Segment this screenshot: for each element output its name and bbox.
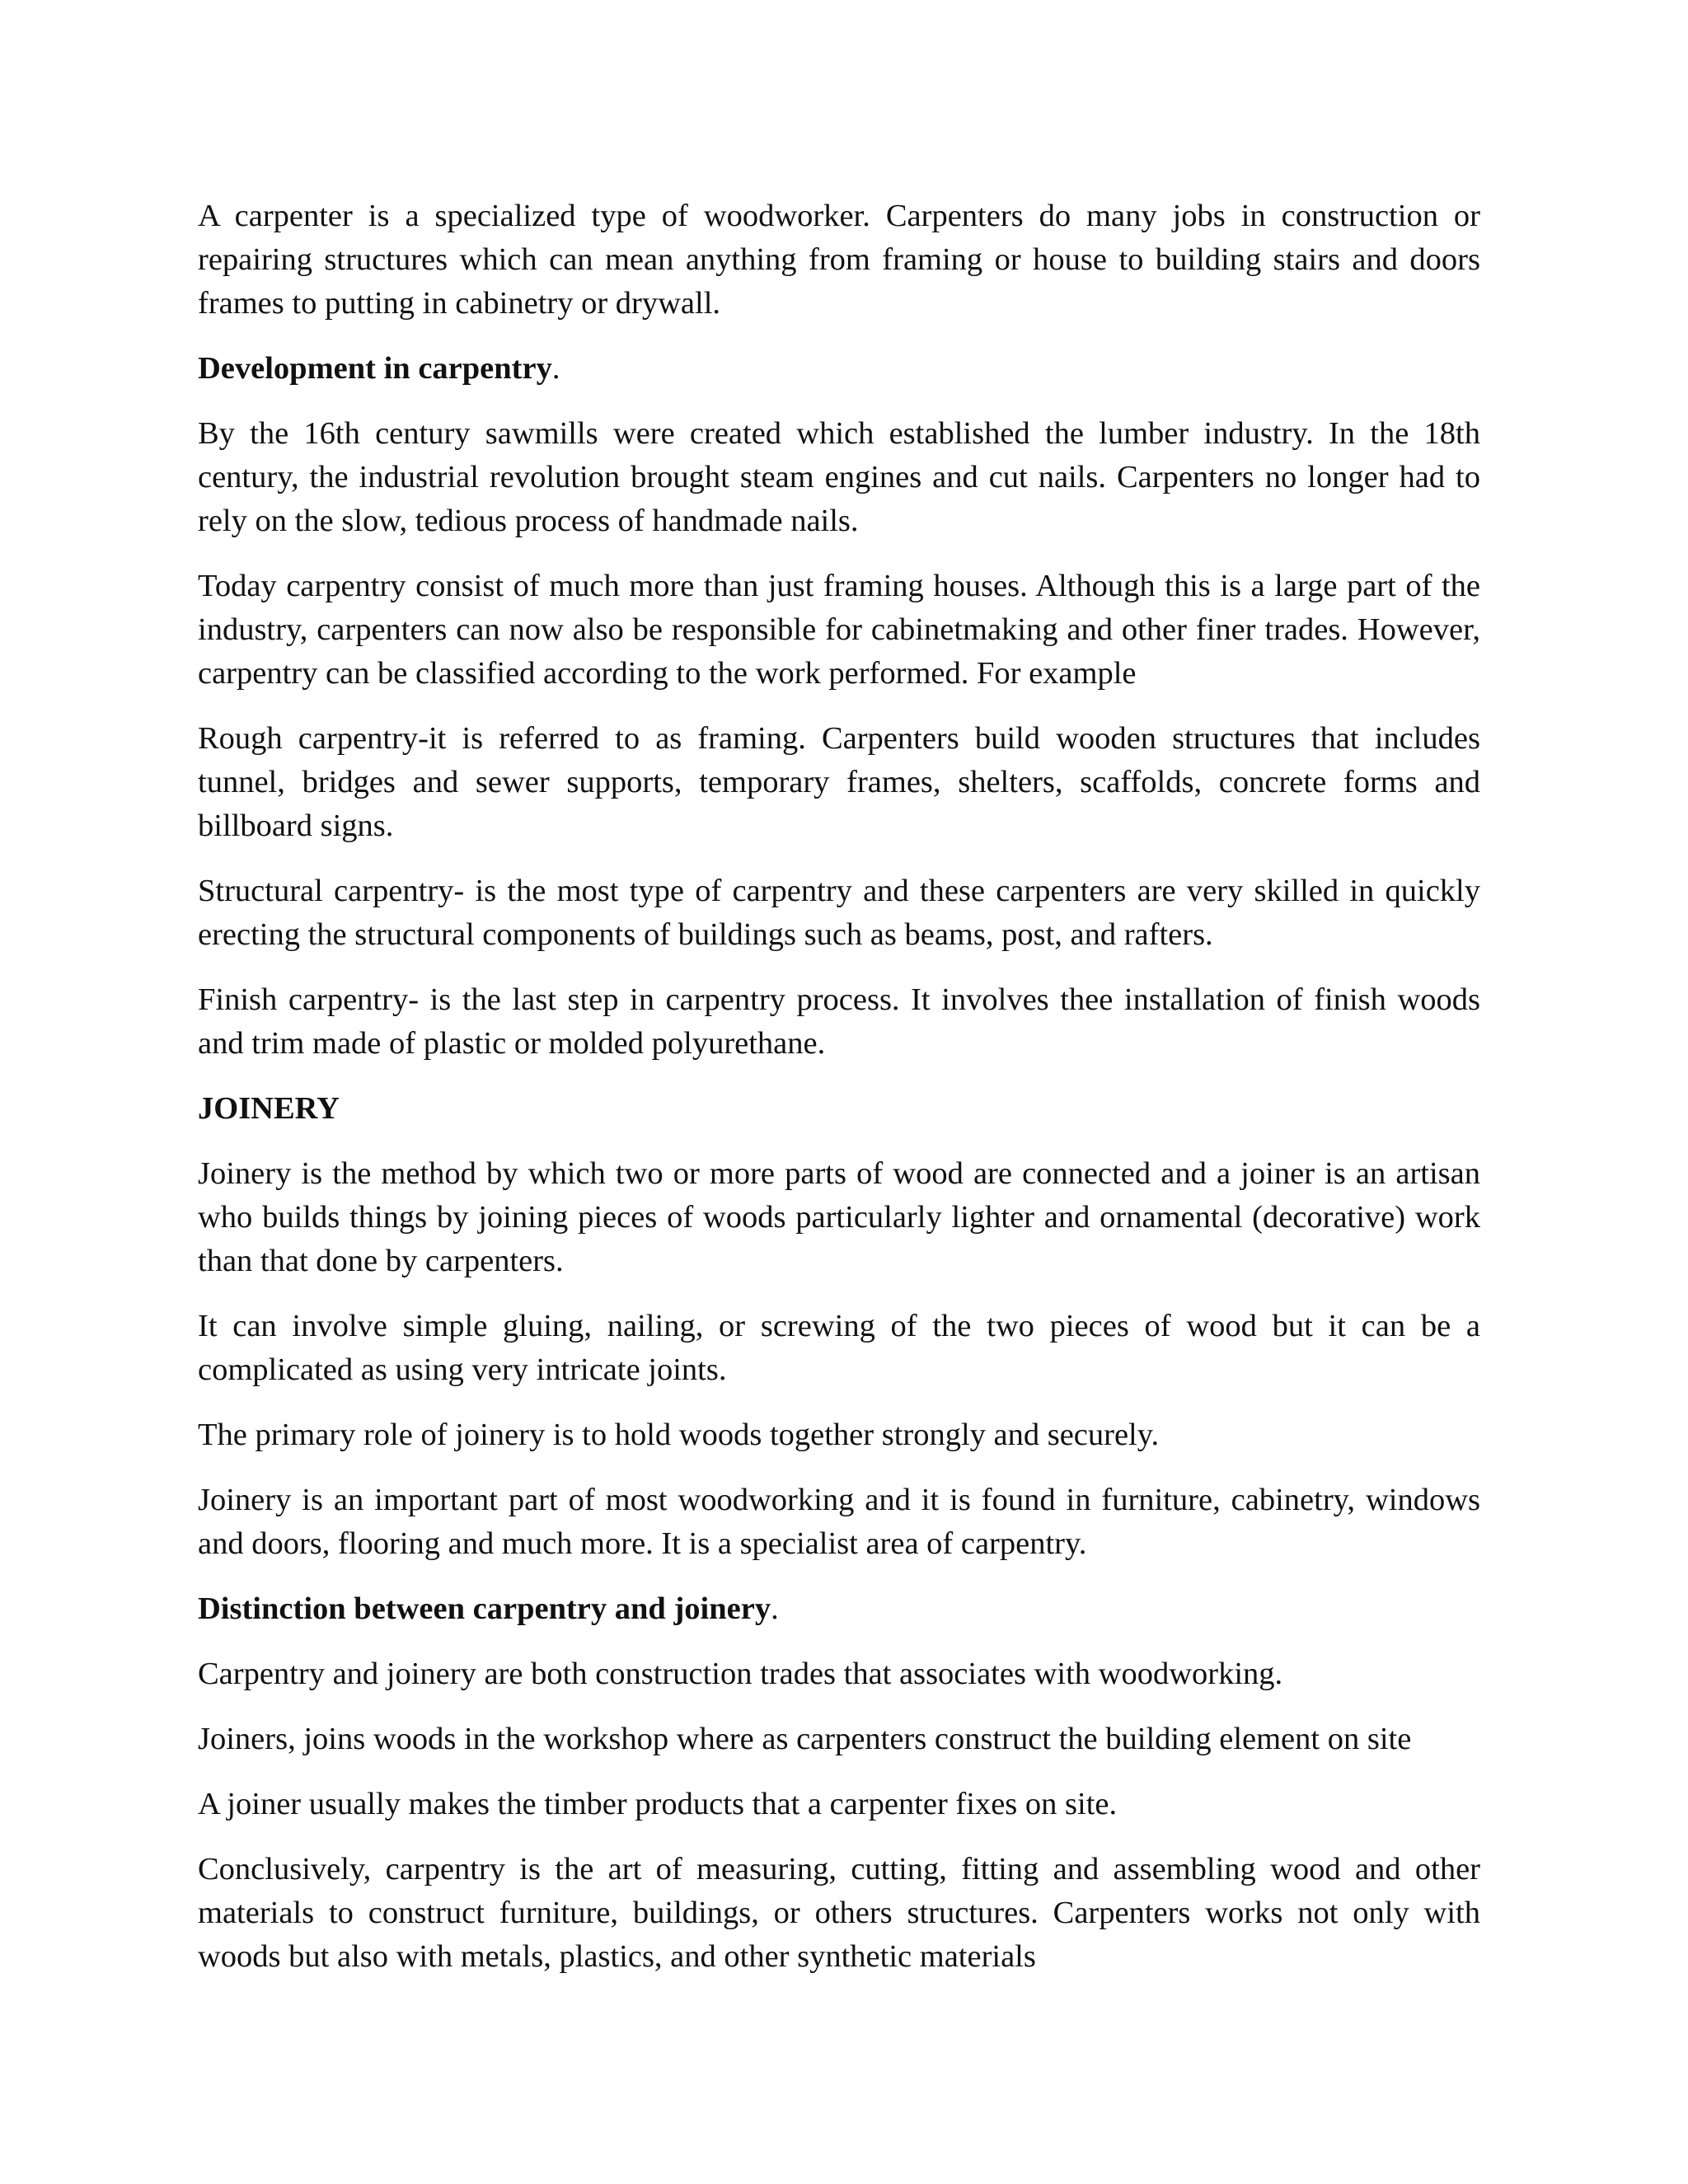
distinction-paragraph-1: Carpentry and joinery are both construction trades that associates with woodworking. <box>198 1657 1283 1691</box>
heading-period: . <box>771 1591 779 1626</box>
heading-period: . <box>551 351 560 386</box>
section-heading-joinery: JOINERY <box>198 1091 340 1126</box>
joinery-methods-paragraph: It can involve simple gluing, nailing, or screwing of the two pieces of wood but it can be a complicated as using very intricate joints. <box>198 1309 1480 1387</box>
document-page <box>198 194 1480 2000</box>
distinction-paragraph-2: Joiners, joins woods in the workshop where as carpenters construct the building element on site <box>198 1722 1412 1756</box>
intro-paragraph: A carpenter is a specialized type of woodworker. Carpenters do many jobs in construction or repairing structures which can mean anything from framing or house to building stairs and doors frames to putting in cabinetry or drywall. <box>198 199 1480 321</box>
distinction-paragraph-3: A joiner usually makes the timber products that a carpenter fixes on site. <box>198 1787 1118 1821</box>
structural-carpentry-paragraph: Structural carpentry- is the most type of carpentry and these carpenters are very skilled in quickly erecting the structural components of buildings such as beams, post, and rafters. <box>198 874 1480 952</box>
conclusion-paragraph: Conclusively, carpentry is the art of measuring, cutting, fitting and assembling wood and other materials to construct furniture, buildings, or others structures. Carpenters works not only with woods but also with metals, plastics, and other synthetic materials <box>198 1852 1480 1974</box>
section-heading-distinction <box>198 1587 1480 1631</box>
joinery-role-paragraph: The primary role of joinery is to hold woods together strongly and securely. <box>198 1418 1160 1452</box>
history-paragraph: By the 16th century sawmills were created which established the lumber industry. In the 18th century, the industrial revolution brought steam engines and cut nails. Carpenters no longer had to rely on the slow, tedious process of handmade nails. <box>198 416 1480 538</box>
finish-carpentry-paragraph: Finish carpentry- is the last step in carpentry process. It involves thee installation of finish woods and trim made of plastic or molded polyurethane. <box>198 982 1480 1061</box>
heading-text: Distinction between carpentry and joinery <box>198 1591 771 1626</box>
joinery-definition-paragraph: Joinery is the method by which two or more parts of wood are connected and a joiner is an artisan who builds things by joining pieces of woods particularly lighter and ornamental (decorative) work than that done by carpenters. <box>198 1156 1480 1278</box>
rough-carpentry-paragraph: Rough carpentry-it is referred to as framing. Carpenters build wooden structures that includes tunnel, bridges and sewer supports, temporary frames, shelters, scaffolds, concrete forms and billboard signs. <box>198 721 1480 843</box>
section-heading-development <box>198 347 1480 391</box>
joinery-usage-paragraph: Joinery is an important part of most woodworking and it is found in furniture, cabinetry, windows and doors, flooring and much more. It is a specialist area of carpentry. <box>198 1483 1480 1561</box>
today-paragraph: Today carpentry consist of much more than just framing houses. Although this is a large part of the industry, carpenters can now also be responsible for cabinetmaking and other finer trades. However, carpentry can be classified according to the work performed. For example <box>198 569 1480 691</box>
heading-text: Development in carpentry <box>198 351 552 386</box>
